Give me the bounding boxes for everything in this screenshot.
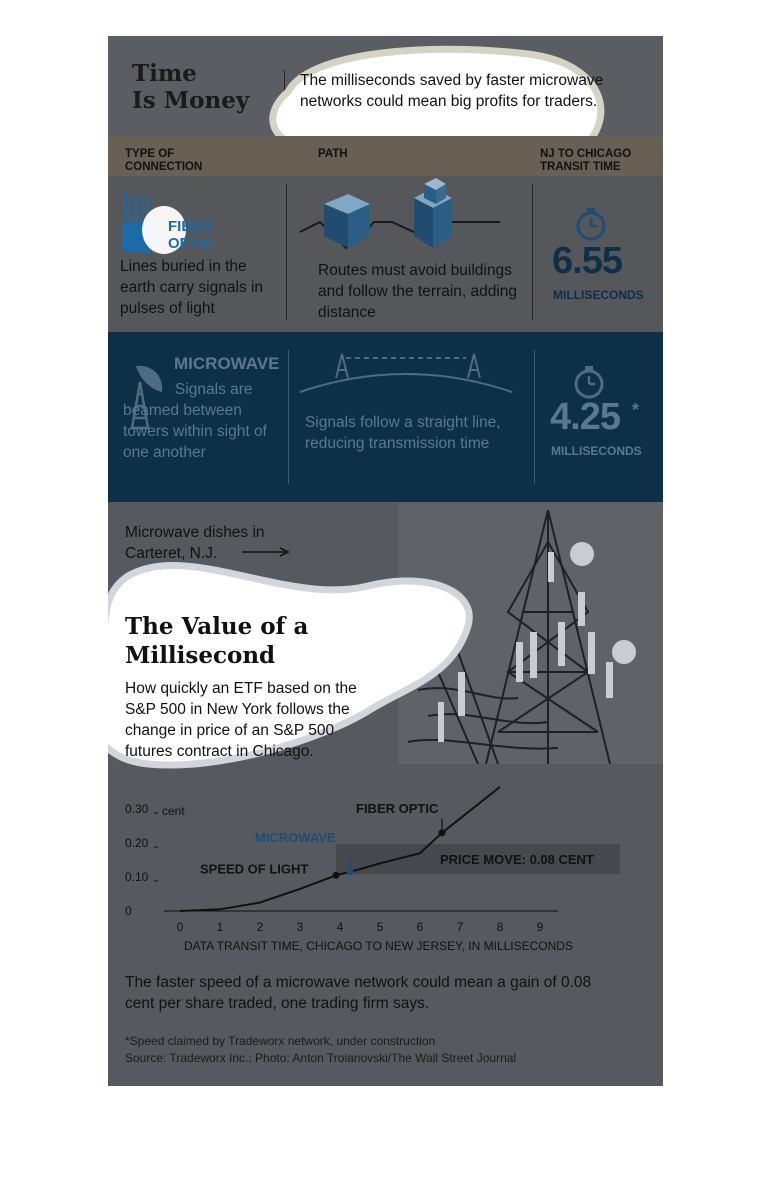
microwave-time-value: 4.25 — [550, 396, 620, 438]
fiber-time-value: 6.55 — [552, 240, 622, 282]
x-tick-label: 4 — [336, 920, 344, 934]
microwave-path-diagram — [296, 348, 520, 398]
microwave-time-unit: MILLISECONDS — [551, 444, 642, 458]
column-type: TYPE OF CONNECTION — [125, 148, 203, 173]
photo-caption: Microwave dishes in Carteret, N.J. — [125, 524, 265, 562]
fiber-path-text: Routes must avoid buildings and follow the terrain, adding distance — [318, 262, 518, 321]
chart — [108, 786, 663, 966]
x-tick-label: 0 — [176, 920, 184, 934]
x-tick-label: 8 — [496, 920, 504, 934]
microwave-divider-2 — [534, 350, 535, 484]
summary-text: The faster speed of a microwave network could mean a gain of 0.08 cent per share traded, one trading firm says. — [125, 974, 592, 1012]
x-tick-label: 6 — [416, 920, 424, 934]
y-tick-label: 0.10 — [125, 870, 149, 884]
y-tick-label: 0.20 — [125, 836, 149, 850]
x-axis-label: DATA TRANSIT TIME, CHICAGO TO NEW JERSEY, IN MILLISECONDS — [184, 939, 573, 953]
microwave-path-text: Signals follow a straight line, reducing transmission time — [305, 414, 501, 452]
annotation-label: SPEED OF LIGHT — [200, 861, 309, 877]
fiber-divider-1 — [286, 184, 287, 320]
x-tick-label: 9 — [536, 920, 544, 934]
microwave-asterisk: * — [632, 400, 640, 420]
fiber-description: Lines buried in the earth carry signals in pulses of light — [120, 258, 264, 317]
section-subtitle: How quickly an ETF based on the S&P 500 in New York follows the change in price of an S&P 500 futures contract in Chicago. — [125, 680, 357, 760]
microwave-description: Signals are beamed between towers within sight of one another — [123, 381, 267, 461]
x-tick-label: 1 — [216, 920, 224, 934]
page-title: Time Is Money — [132, 60, 250, 114]
y-unit-label: cent — [162, 804, 185, 818]
fiber-time-unit: MILLISECONDS — [553, 288, 644, 302]
fiber-path-diagram — [296, 176, 506, 266]
arrow-right-icon — [242, 546, 292, 558]
y-tick-label: 0 — [125, 904, 132, 918]
annotation-label: MICROWAVE — [255, 829, 336, 845]
infographic-card — [108, 36, 663, 1086]
stopwatch-icon — [574, 208, 608, 242]
intro-text: The milliseconds saved by faster microwave networks could mean big profits for traders. — [300, 72, 604, 110]
y-tick-label: 0.30 — [125, 802, 149, 816]
x-tick-label: 3 — [296, 920, 304, 934]
microwave-label: MICROWAVE — [174, 354, 280, 373]
section-title: The Value of a Millisecond — [125, 613, 309, 669]
fiber-divider-2 — [532, 184, 533, 320]
price-move-label: PRICE MOVE: 0.08 CENT — [440, 852, 594, 867]
source-credit: Source: Tradeworx Inc.; Photo: Anton Troianovski/The Wall Street Journal — [125, 1051, 517, 1065]
annotation-label: FIBER OPTIC — [356, 800, 439, 816]
column-time: NJ TO CHICAGO TRANSIT TIME — [540, 148, 632, 173]
microwave-divider-1 — [288, 350, 289, 484]
annotation-point — [347, 868, 354, 875]
stopwatch-icon — [572, 366, 606, 400]
x-tick-label: 2 — [256, 920, 264, 934]
x-tick-label: 5 — [376, 920, 384, 934]
footnote: *Speed claimed by Tradeworx network, under construction — [125, 1034, 436, 1048]
annotation-point — [439, 829, 446, 836]
x-tick-label: 7 — [456, 920, 464, 934]
annotation-point — [333, 872, 340, 879]
column-path: PATH — [318, 148, 348, 160]
fiber-label: FIBER OPTIC — [168, 218, 214, 252]
